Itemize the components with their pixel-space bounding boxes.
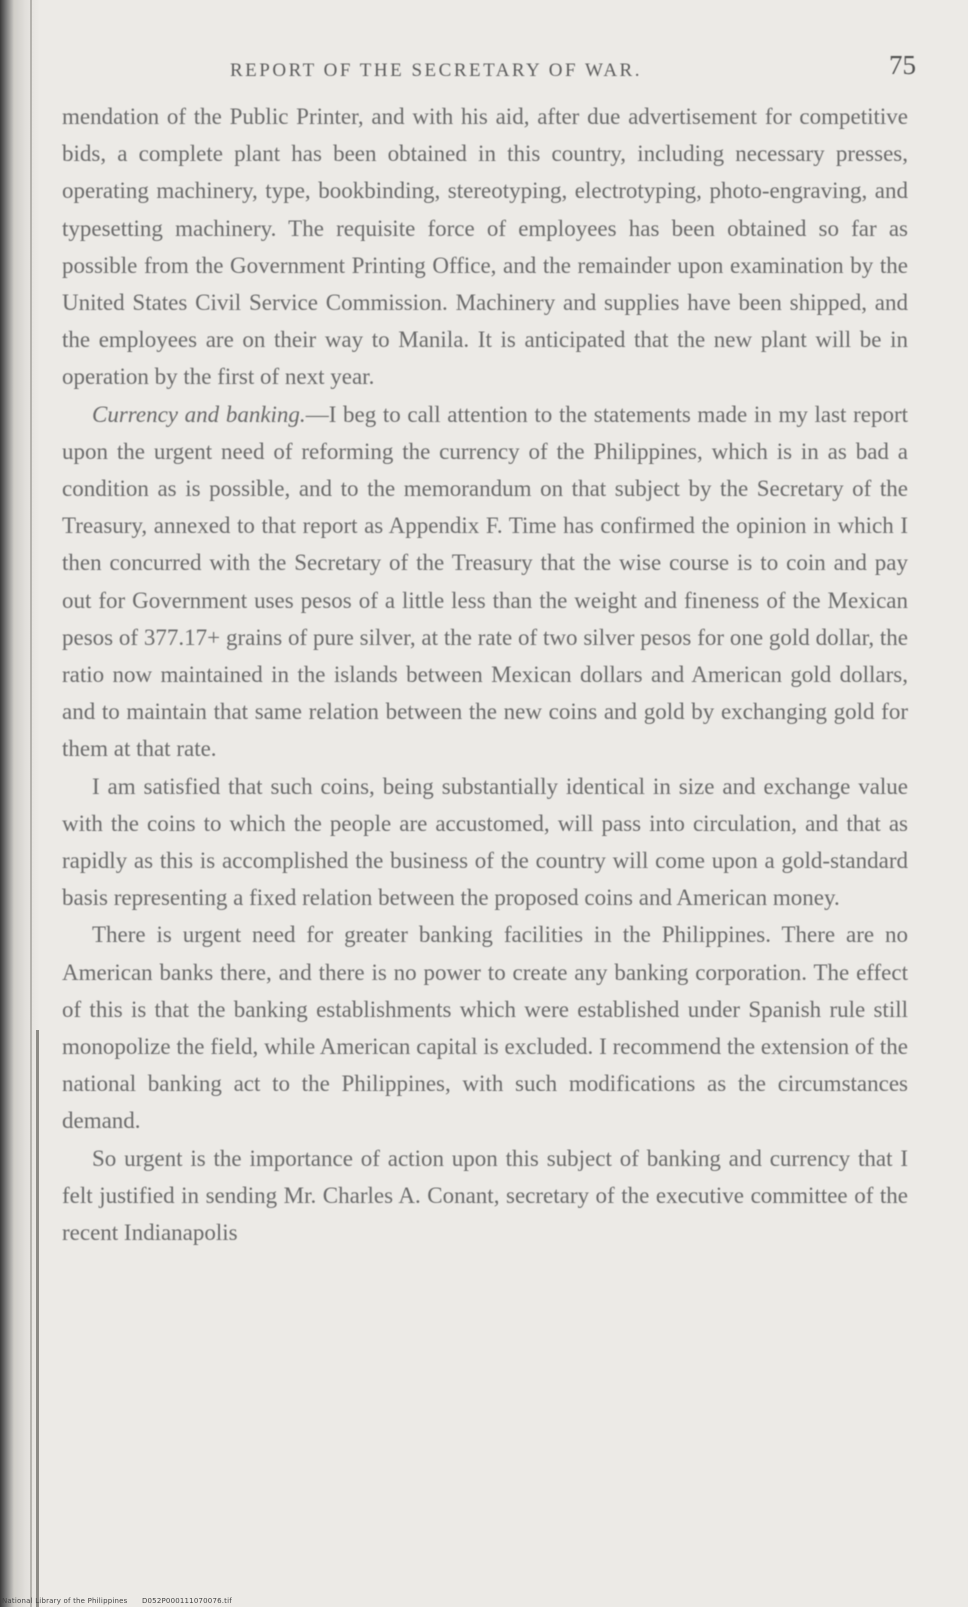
running-head-title: REPORT OF THE SECRETARY OF WAR. (230, 60, 642, 81)
scan-footer (2, 1597, 232, 1605)
running-header (62, 44, 916, 84)
paragraph-coins-circulation (62, 768, 908, 917)
book-spine-shadow (0, 0, 40, 1607)
paragraph-banking-facilities (62, 916, 908, 1139)
scan-image-id: D052P000111070076.tif (141, 1597, 232, 1605)
paragraph-text: I am satisfied that such coins, being substantially identical in size and exchange value with the coins to which the people are accustomed, will pass into circulation, and that as rapidly as this is accomplished the business of the country will come upon a gold-standard basis representing a fixed relation between the proposed coins and American money. (62, 773, 908, 911)
paragraph-currency-and-banking (62, 396, 908, 768)
paragraph-text: —I beg to call attention to the statements made in my last report upon the urgent need of reforming the currency of the Philippines, which is in as bad a condition as is possible, and to the memorandum on that subject by the Secretary of the Treasury, annexed to that report as Appendix F. Time has confirmed the opinion in which I then concurred with the Secretary of the Treasury that the wise course is to coin and pay out for Government uses pesos of a little less than the weight and fineness of the Mexican pesos of 377.17+ grains of pure silver, at the rate of two silver pesos for one gold dollar, the ratio now maintained in the islands between Mexican dollars and American gold dollars, and to maintain that same relation between the new coins and gold by exchanging gold for them at that rate. (62, 401, 909, 762)
page-number: 75 (889, 50, 916, 80)
document-page (62, 44, 916, 1251)
body-text (62, 98, 908, 1251)
scan-source-label: National Library of the Philippines (2, 1597, 128, 1605)
paragraph-text: There is urgent need for greater banking facilities in the Philippines. There are no American banks there, and there is no power to create any banking corporation. The effect of this is that the banking establishments which were established under Spanish rule still monopolize the field, while American capital is excluded. I recommend the extension of the national banking act to the Philippines, with such modifications as the circumstances demand. (62, 922, 908, 1134)
page-edge-line-lower (36, 1030, 39, 1607)
paragraph-conant-mission (62, 1140, 908, 1252)
section-heading-currency-and-banking: Currency and banking. (92, 401, 306, 427)
page-edge-line (30, 0, 32, 1607)
paragraph-text: mendation of the Public Printer, and with his aid, after due advertisement for competitive bids, a complete plant has been obtained in this country, including necessary presses, operating machinery, type, bookbinding, stereotyping, electrotyping, photo-engraving, and typesetting machinery. The requisite force of employees has been obtained so far as possible from the Government Printing Office, and the remainder upon examination by the United States Civil Service Commission. Machinery and supplies have been shipped, and the employees are on their way to Manila. It is anticipated that the new plant will be in operation by the first of next year. (62, 104, 908, 390)
paragraph-public-printer (62, 98, 908, 396)
paragraph-text: So urgent is the importance of action upon this subject of banking and currency that I felt justified in sending Mr. Charles A. Conant, secretary of the executive committee of the recent Indianapolis (62, 1145, 908, 1246)
